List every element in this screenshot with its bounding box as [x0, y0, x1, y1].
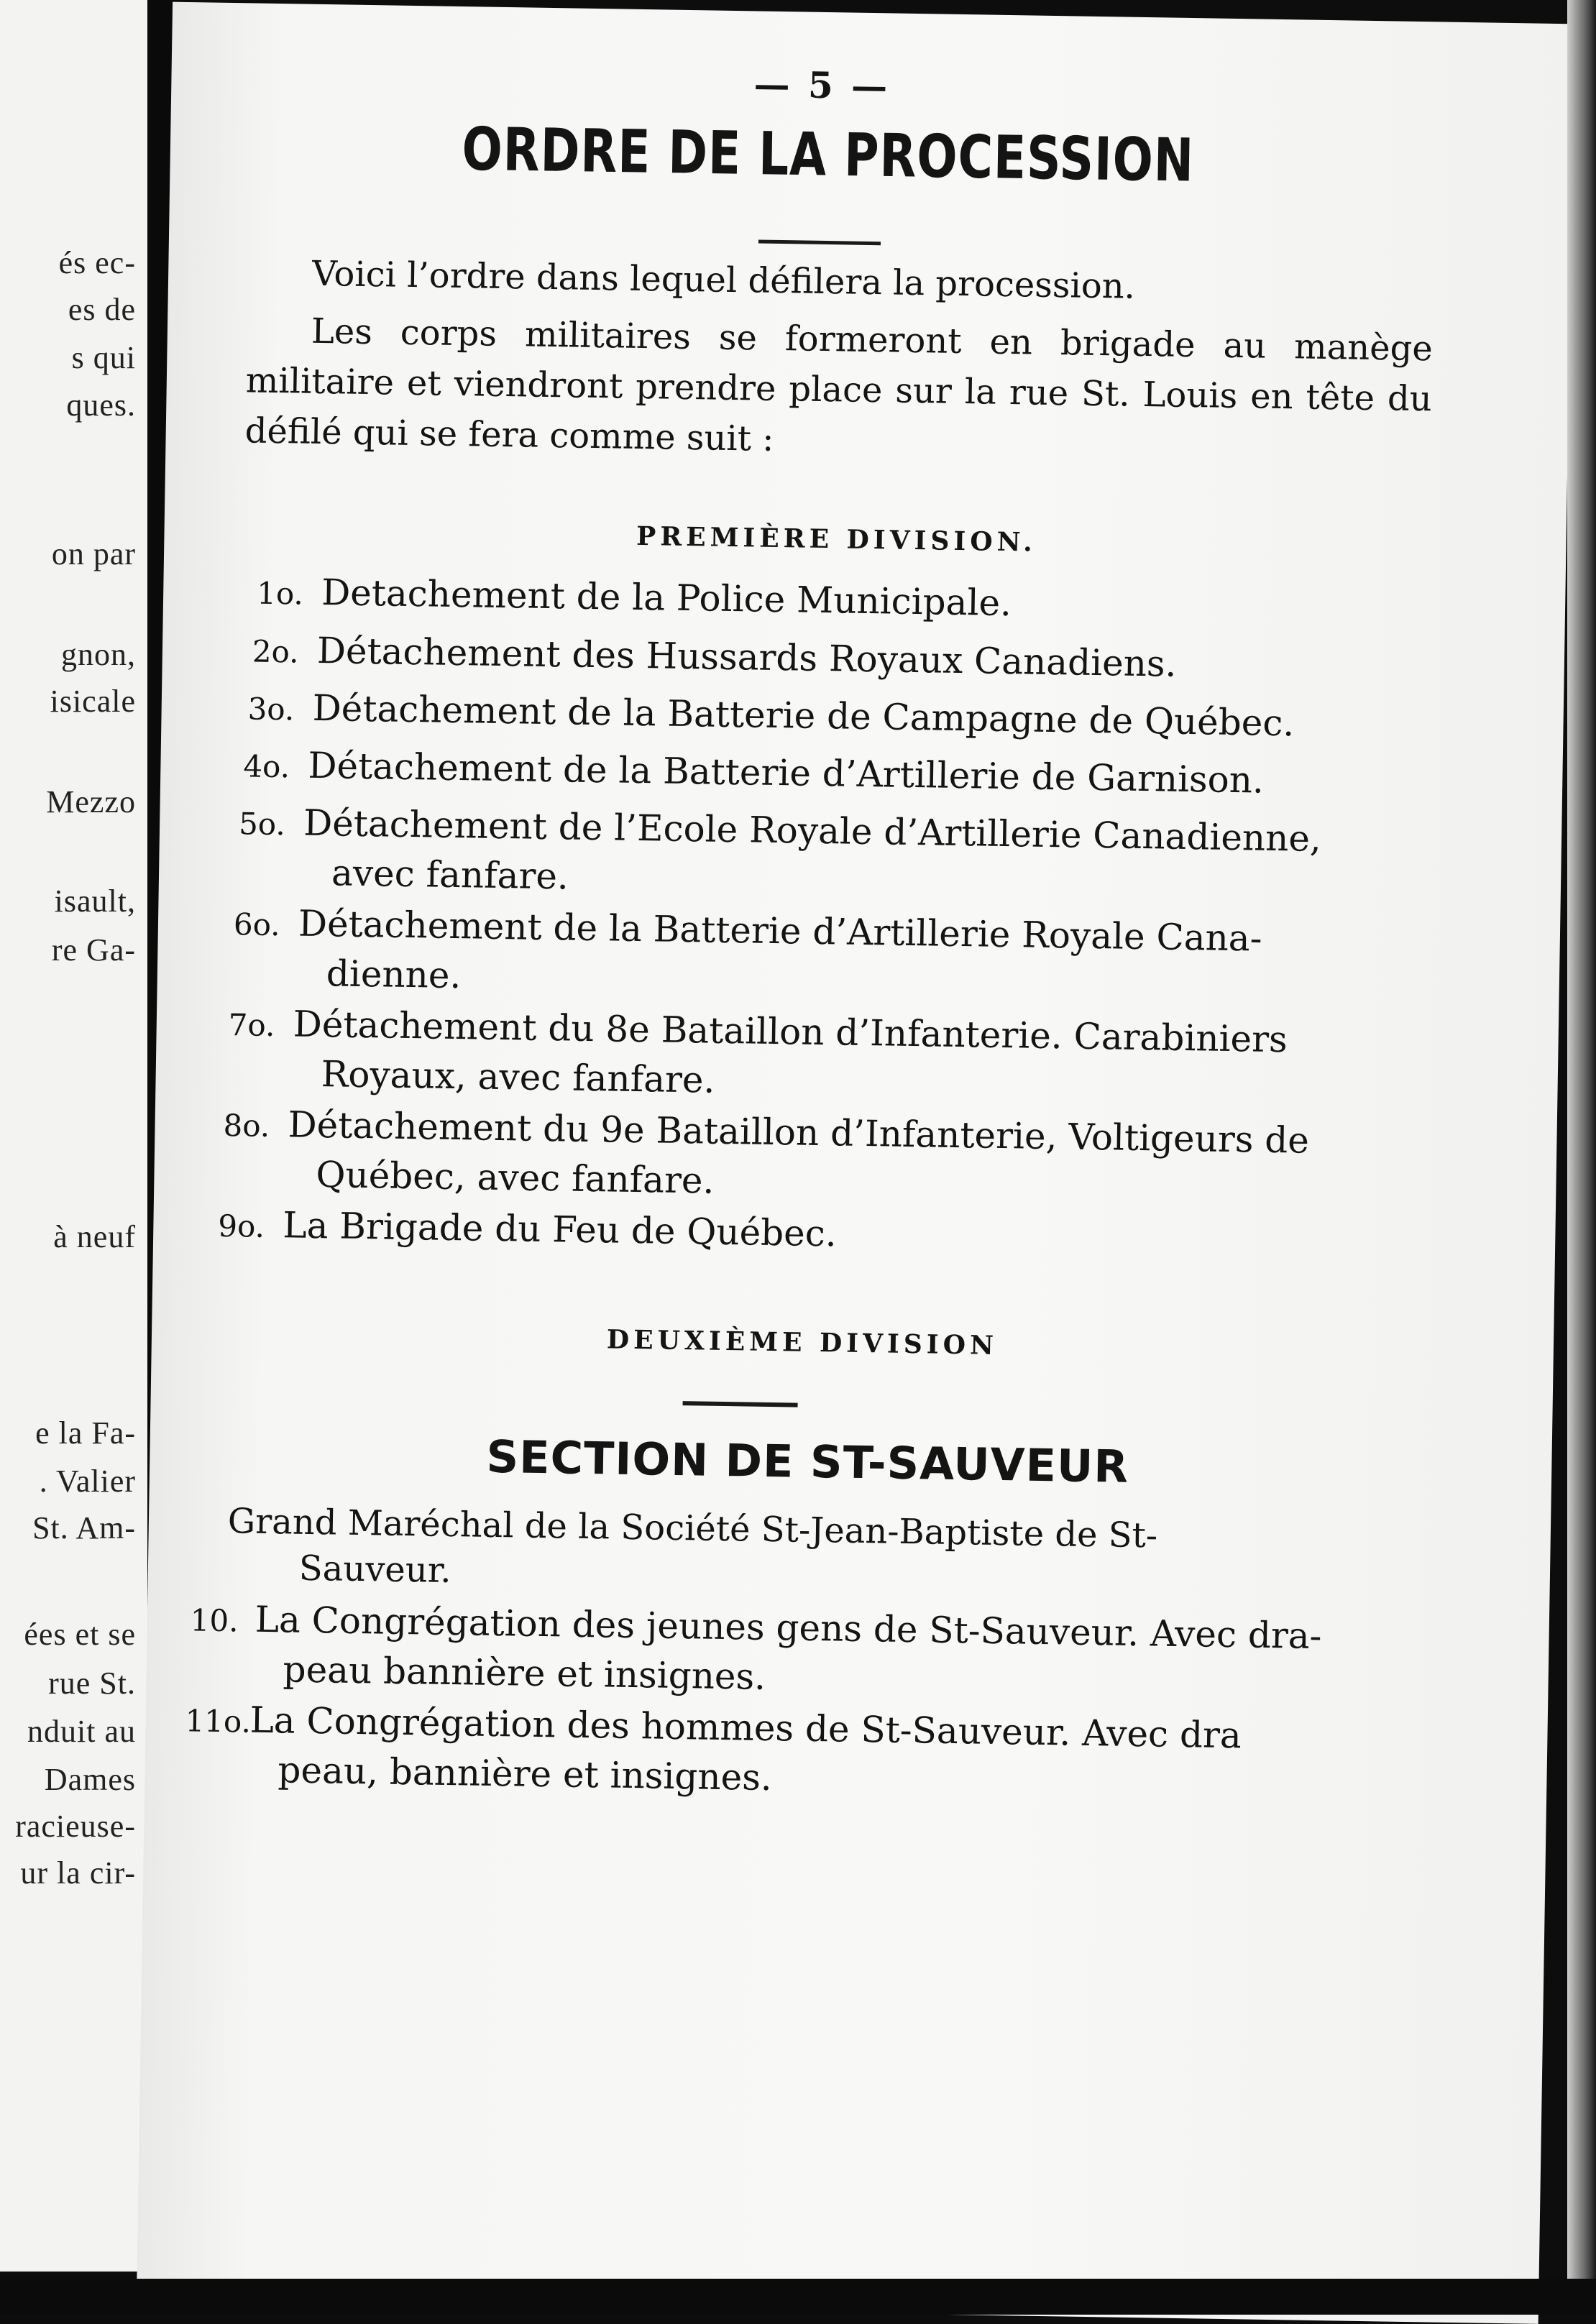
previous-page-line: s qui — [71, 340, 136, 375]
item-number: 1o. — [256, 575, 304, 612]
previous-page-line: . Valier — [39, 1464, 136, 1499]
item-text: Detachement de la Police Municipale. — [321, 571, 1012, 625]
list-item — [232, 899, 1384, 1014]
item-number: 2o. — [252, 633, 299, 670]
item-text: Détachement de la Batterie d’Artillerie Royale Cana- — [298, 902, 1262, 960]
item-number: 10. — [190, 1602, 239, 1639]
item-number: 3o. — [247, 691, 295, 727]
section-title: SECTION DE ST-SAUVEUR — [486, 1430, 1129, 1493]
item-continuation: Québec, avec fanfare. — [316, 1154, 715, 1202]
previous-page-line: nduit au — [27, 1714, 136, 1749]
intro-sentence: Voici l’ordre dans lequel défilera la procession. — [311, 253, 1136, 307]
grand-marshal-entry — [226, 1498, 1364, 1608]
marshal-continuation: Sauveur. — [298, 1548, 452, 1592]
item-number: 9o. — [217, 1208, 265, 1244]
item-text: Détachement de l’Ecole Royale d’Artillerie Canadienne, — [303, 802, 1322, 860]
item-text: Détachement de la Batterie d’Artillerie de Garnison. — [308, 744, 1265, 802]
page — [137, 2, 1574, 2324]
item-continuation: Royaux, avec fanfare. — [321, 1053, 715, 1101]
item-text: La Congrégation des hommes de St-Sauveur. Avec dra — [249, 1699, 1242, 1757]
previous-page-line: isicale — [50, 684, 136, 719]
item-text: Détachement de la Batterie de Campagne de Québec. — [312, 686, 1295, 745]
previous-page-line: Dames — [44, 1762, 136, 1797]
list-item — [257, 568, 1408, 635]
item-number: 5o. — [238, 806, 286, 842]
item-continuation: avec fanfare. — [331, 852, 569, 898]
previous-page-line: à neuf — [53, 1219, 136, 1254]
item-continuation: dienne. — [326, 952, 462, 997]
previous-page-line: isault, — [54, 883, 136, 919]
previous-page-line: és ec- — [58, 245, 136, 280]
item-text: Détachement du 8e Bataillon d’Infanterie. Carabiniers — [293, 1003, 1288, 1061]
section-divider — [683, 1401, 798, 1407]
list-item — [252, 626, 1403, 694]
previous-page-line: racieuse- — [15, 1809, 136, 1844]
item-number: 4o. — [243, 748, 290, 785]
list-item — [184, 1695, 1336, 1810]
list-item — [243, 740, 1394, 808]
page-title: ORDRE DE LA PROCESSION — [461, 114, 1195, 196]
previous-page-line: St. Am- — [32, 1510, 136, 1545]
page-edge-shadow — [1567, 0, 1596, 2315]
list-item — [222, 1100, 1374, 1215]
item-number: 6o. — [233, 906, 280, 943]
item-continuation: peau, bannière et insignes. — [278, 1749, 773, 1799]
previous-page — [0, 0, 147, 2272]
item-text: Détachement du 9e Bataillon d’Infanterie, Voltigeurs de — [288, 1103, 1310, 1162]
intro-paragraph: Les corps militaires se formeront en brigade au manège militaire et viendront prendre place sur la rue St. Louis en tête du défilé qui se fera comme suit : — [244, 311, 1434, 459]
marshal-line: Grand Maréchal de la Société St-Jean-Baptiste de St- — [227, 1501, 1158, 1556]
list-item — [227, 999, 1379, 1114]
list-item — [247, 683, 1398, 750]
previous-page-line: e la Fa- — [35, 1415, 136, 1451]
previous-page-line: ur la cir- — [20, 1855, 136, 1891]
previous-page-line: on par — [51, 536, 136, 571]
page-number: — 5 — — [753, 63, 891, 108]
previous-page-line: Mezzo — [46, 784, 136, 819]
item-number: 8o. — [223, 1107, 270, 1144]
list-item — [238, 798, 1390, 913]
item-text: Détachement des Hussards Royaux Canadiens. — [316, 629, 1177, 685]
list-item — [189, 1594, 1341, 1709]
title-divider — [758, 240, 881, 246]
scan-bottom-border — [0, 2279, 1596, 2315]
division-heading-1: PREMIÈRE DIVISION. — [636, 520, 1037, 558]
previous-page-line: ques. — [66, 387, 136, 423]
item-continuation: peau bannière et insignes. — [283, 1648, 766, 1698]
previous-page-line: rue St. — [48, 1666, 136, 1701]
previous-page-line: re Ga- — [51, 932, 136, 968]
item-text: La Brigade du Feu de Québec. — [282, 1204, 838, 1255]
item-number: 7o. — [228, 1007, 275, 1044]
previous-page-line: ées et se — [24, 1617, 136, 1652]
previous-page-line: es de — [68, 292, 136, 327]
division-heading-2: DEUXIÈME DIVISION — [606, 1324, 999, 1361]
item-text: La Congrégation des jeunes gens de St-Sauveur. Avec dra- — [254, 1598, 1322, 1658]
previous-page-line: gnon, — [61, 637, 136, 672]
item-number: 11o. — [185, 1703, 252, 1740]
